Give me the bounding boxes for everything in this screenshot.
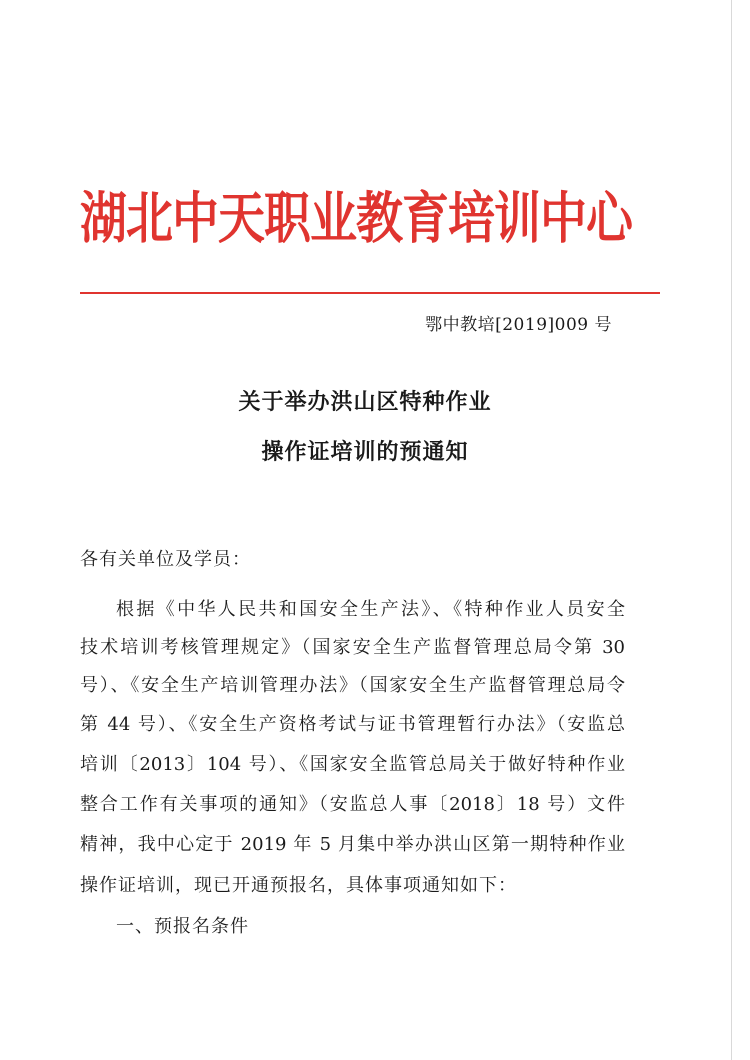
- organization-letterhead: 湖北中天职业教育培训中心: [80, 186, 632, 252]
- letterhead-divider: [80, 292, 660, 294]
- document-title-line-2: 操作证培训的预通知: [261, 439, 469, 465]
- document-title-line-1: 关于举办洪山区特种作业: [238, 389, 492, 415]
- paragraph-line: 精神，我中心定于 2019 年 5 月集中举办洪山区第一期特种作业: [80, 834, 625, 855]
- paragraph-line: 培训〔2013〕104 号）、《国家安全监管总局关于做好特种作业: [80, 754, 625, 775]
- page-edge-line: [731, 0, 732, 1060]
- paragraph-line: 根据《中华人民共和国安全生产法》、《特种作业人员安全: [116, 599, 625, 620]
- paragraph-line: 整合工作有关事项的通知》（安监总人事〔2018〕18 号）文件: [80, 794, 625, 815]
- salutation: 各有关单位及学员：: [80, 549, 251, 570]
- paragraph-line: 第 44 号）、《安全生产资格考试与证书管理暂行办法》（安监总: [80, 714, 625, 735]
- paragraph-line: 操作证培训，现已开通预报名，具体事项通知如下：: [80, 875, 517, 896]
- document-number: 鄂中教培[2019]009 号: [425, 315, 612, 335]
- paragraph-line: 技术培训考核管理规定》（国家安全生产监督管理总局令第 30: [80, 637, 625, 658]
- paragraph-line: 号）、《安全生产培训管理办法》（国家安全生产监督管理总局令: [80, 675, 625, 696]
- section-heading: 一、预报名条件: [116, 916, 249, 937]
